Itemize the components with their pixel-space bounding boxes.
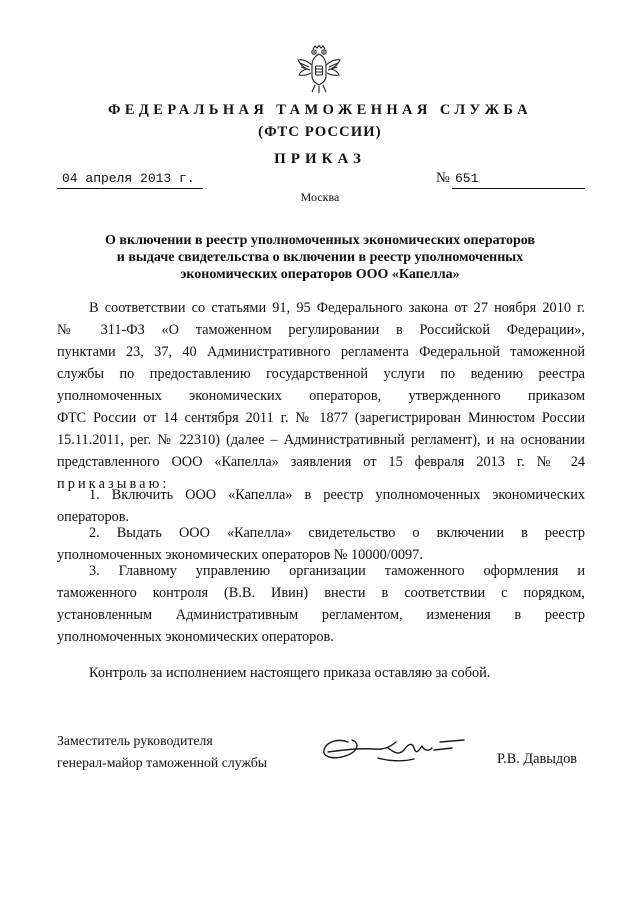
signer-position-line: генерал-майор таможенной службы (57, 755, 268, 770)
text-line: В соответствии со статьями 91, 95 Федерального закона от 27 ноября 2010 г. (89, 300, 585, 316)
text-line: таможенного контроля (В.В. Ивин) внести в соответствии с порядком, (57, 585, 585, 601)
order-subject (60, 232, 580, 283)
order-date: 04 апреля 2013 г. (62, 171, 195, 186)
text-line: 3. Главному управлению организации таможенного оформления и (89, 563, 585, 579)
order-keyword: приказываю: (57, 476, 170, 492)
text-line: пунктами 23, 37, 40 Административного регламента Федеральной таможенной (57, 344, 585, 360)
control-statement: Контроль за исполнением настоящего приказа оставляю за собой. (89, 665, 491, 681)
signer-position (57, 730, 267, 774)
order-number-field (452, 171, 585, 189)
order-item-3 (57, 560, 585, 648)
issue-city: Москва (300, 190, 340, 204)
text-line: № 311-ФЗ «О таможенном регулировании в Российской Федерации», (57, 322, 585, 338)
text-line: операторов. (57, 509, 130, 525)
signer-position-line: Заместитель руководителя (57, 733, 213, 748)
order-number: 651 (455, 171, 479, 186)
preamble-paragraph (57, 297, 585, 495)
signer-name: Р.В. Давыдов (497, 751, 578, 767)
order-number-sign: № (436, 170, 450, 186)
text-line: 2. Выдать ООО «Капелла» свидетельство о включении в реестр (89, 525, 585, 541)
text-line: уполномоченных экономических операторов № 10000/0097. (57, 547, 423, 563)
text-line: 15.11.2011, рег. № 22310) (далее – Административный регламент), и на основании (57, 432, 585, 448)
text-line: службы по предоставлению государственной услуги по ведению реестра (57, 366, 585, 382)
text-line: уполномоченных экономических операторов, утвержденного приказом (57, 388, 585, 404)
text-line: ФТС России от 14 сентября 2011 г. № 1877 (зарегистрирован Минюстом России (57, 410, 585, 426)
text-line: представленного ООО «Капелла» заявления от 15 февраля 2013 г. № 24 (57, 454, 585, 470)
document-type-title: ПРИКАЗ (274, 151, 366, 167)
subject-line: О включении в реестр уполномоченных экономических операторов (105, 233, 535, 248)
text-line: 1. Включить ООО «Капелла» в реестр уполномоченных экономических (89, 487, 585, 503)
text-line: установленным Административным регламентом, изменения в реестр (57, 607, 585, 623)
subject-line: экономических операторов ООО «Капелла» (180, 267, 460, 282)
agency-name: ФЕДЕРАЛЬНАЯ ТАМОЖЕННАЯ СЛУЖБА (107, 102, 532, 118)
handwritten-signature-icon (318, 728, 470, 772)
russian-eagle-emblem-icon (296, 45, 342, 95)
agency-short-name: (ФТС РОССИИ) (258, 124, 382, 140)
text-line: уполномоченных экономических операторов. (57, 629, 334, 645)
order-date-field (57, 171, 203, 189)
subject-line: и выдаче свидетельства о включении в реестр уполномоченных (116, 250, 524, 265)
